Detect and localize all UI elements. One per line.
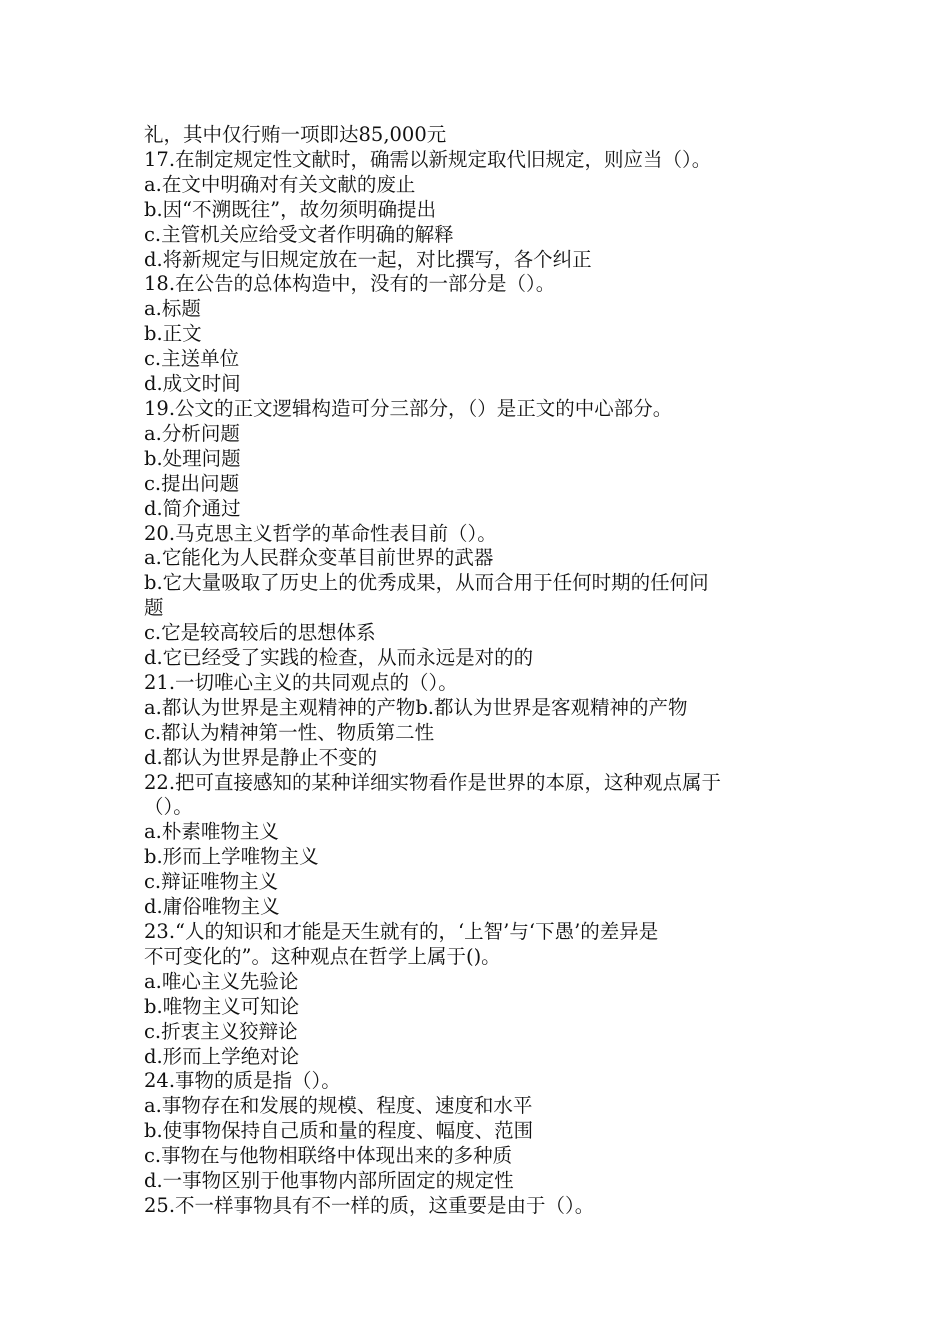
option-line: b.使事物保持自己质和量的程度、幅度、范围 — [144, 1119, 534, 1143]
question-21: 21.一切唯心主义的共同观点的（）。 — [144, 670, 458, 694]
option-line: c.它是较高较后的思想体系 — [144, 621, 376, 645]
option-line: d.庸俗唯物主义 — [144, 895, 280, 919]
option-line-continued: 题 — [144, 596, 164, 620]
option-line: b.唯物主义可知论 — [144, 994, 300, 1018]
text-line: 礼，其中仅行贿一项即达85,000元 — [144, 123, 447, 146]
option-line: c.折衷主义狡辩论 — [144, 1019, 298, 1043]
option-line: c.事物在与他物相联络中体现出来的多种质 — [144, 1144, 513, 1168]
option-line: d.都认为世界是静止不变的 — [144, 745, 378, 769]
option-line: b.处理问题 — [144, 446, 241, 470]
option-line: b.正文 — [144, 322, 202, 346]
document-page — [144, 123, 814, 1219]
question-25: 25.不一样事物具有不一样的质，这重要是由于（）。 — [144, 1193, 595, 1217]
option-line: d.它已经受了实践的检查，从而永远是对的的 — [144, 646, 534, 670]
question-23: 23.“人的知识和才能是天生就有的，‘上智’与‘下愚’的差异是 — [144, 920, 659, 943]
question-18: 18.在公告的总体构造中，没有的一部分是（）。 — [144, 272, 556, 296]
question-22: 22.把可直接感知的某种详细实物看作是世界的本原，这种观点属于 — [144, 770, 722, 794]
option-line: b.它大量吸取了历史上的优秀成果，从而合用于任何时期的任何问 — [144, 571, 709, 595]
option-line: c.主送单位 — [144, 347, 240, 371]
question-22-continued: （）。 — [144, 795, 193, 819]
question-17: 17.在制定规定性文献时，确需以新规定取代旧规定，则应当（）。 — [144, 147, 712, 171]
option-line: d.一事物区别于他事物内部所固定的规定性 — [144, 1169, 514, 1193]
option-line: d.简介通过 — [144, 496, 241, 520]
option-line: c.都认为精神第一性、物质第二性 — [144, 720, 435, 744]
option-line: a.标题 — [144, 297, 201, 321]
option-line: a.唯心主义先验论 — [144, 969, 299, 993]
option-line: a.在文中明确对有关文献的废止 — [144, 172, 416, 196]
option-line: a.事物存在和发展的规模、程度、速度和水平 — [144, 1094, 533, 1118]
option-line: a.它能化为人民群众变革目前世界的武器 — [144, 546, 494, 570]
option-line: c.提出问题 — [144, 471, 240, 495]
option-line: a.分析问题 — [144, 421, 240, 445]
question-20: 20.马克思主义哲学的革命性表目前（）。 — [144, 521, 497, 545]
option-line: c.主管机关应给受文者作明确的解释 — [144, 222, 454, 246]
question-23-continued: 不可变化的”。这种观点在哲学上属于()。 — [144, 944, 501, 968]
option-line: d.将新规定与旧规定放在一起，对比撰写，各个纠正 — [144, 247, 592, 271]
option-line: d.形而上学绝对论 — [144, 1044, 300, 1068]
option-line: c.辩证唯物主义 — [144, 870, 279, 894]
option-line: d.成文时间 — [144, 372, 241, 396]
question-19: 19.公文的正文逻辑构造可分三部分，（）是正文的中心部分。 — [144, 396, 673, 420]
question-24: 24.事物的质是指（）。 — [144, 1069, 341, 1093]
option-line: b.形而上学唯物主义 — [144, 845, 319, 869]
option-line: a.都认为世界是主观精神的产物b.都认为世界是客观精神的产物 — [144, 695, 688, 719]
option-line: a.朴素唯物主义 — [144, 820, 279, 844]
option-line: b.因“不溯既往”，故勿须明确提出 — [144, 197, 437, 221]
